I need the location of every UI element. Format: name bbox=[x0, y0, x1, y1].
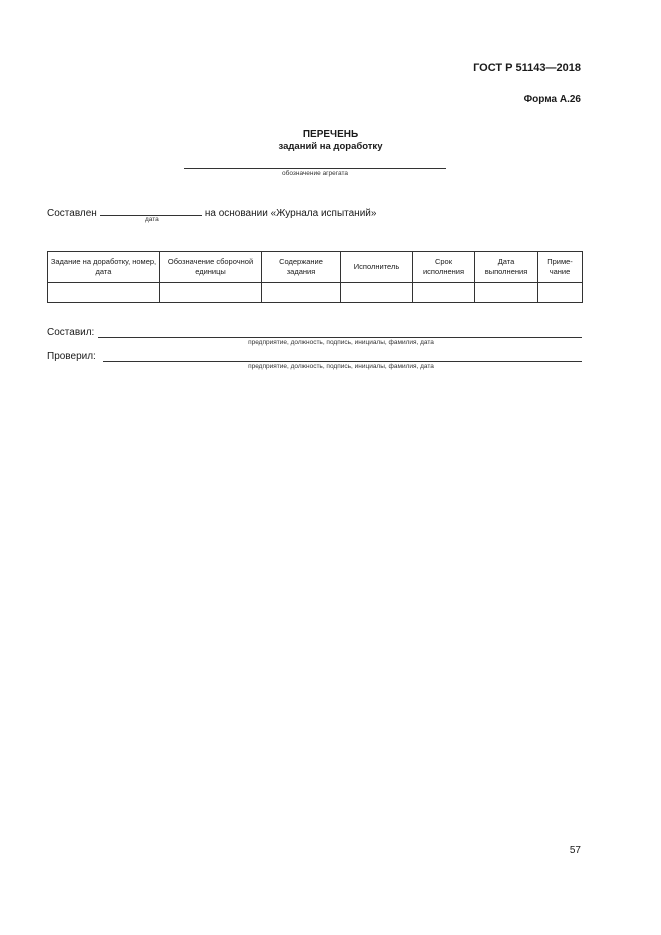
column-header-content: Содержание задания bbox=[262, 252, 341, 283]
form-number: Форма А.26 bbox=[523, 94, 581, 105]
checked-label: Проверил: bbox=[47, 351, 96, 362]
aggregate-caption: обозначение агрегата bbox=[282, 170, 348, 177]
standard-number: ГОСТ Р 51143—2018 bbox=[473, 62, 581, 74]
column-header-assembly: Обозначение сборочной единицы bbox=[160, 252, 262, 283]
tasks-table bbox=[47, 251, 583, 303]
table-cell bbox=[262, 283, 341, 303]
column-header-deadline: Срок исполнения bbox=[413, 252, 475, 283]
table-cell bbox=[475, 283, 538, 303]
table-cell bbox=[48, 283, 160, 303]
date-caption: дата bbox=[145, 216, 159, 223]
table-cell bbox=[160, 283, 262, 303]
compiled-label: Составил: bbox=[47, 327, 95, 338]
document-title: ПЕРЕЧЕНЬ bbox=[302, 129, 359, 140]
column-header-task: Задание на доработку, номер, дата bbox=[48, 252, 160, 283]
date-field-line bbox=[100, 205, 202, 216]
compiled-signature-line bbox=[98, 337, 582, 338]
composed-prefix: Составлен bbox=[47, 208, 97, 219]
checked-signature-line bbox=[103, 361, 582, 362]
table-cell bbox=[341, 283, 413, 303]
aggregate-field-line bbox=[184, 168, 446, 169]
table-header-row bbox=[48, 252, 583, 283]
composed-suffix: на основании «Журнала испытаний» bbox=[204, 208, 377, 219]
checked-caption: предприятие, должность, подпись, инициалы, фамилия, дата bbox=[248, 363, 434, 370]
table-cell bbox=[538, 283, 583, 303]
composed-line bbox=[47, 205, 376, 219]
compiled-caption: предприятие, должность, подпись, инициалы, фамилия, дата bbox=[248, 339, 434, 346]
document-subtitle: заданий на доработку bbox=[278, 141, 383, 152]
column-header-executor: Исполнитель bbox=[341, 252, 413, 283]
column-header-note: Приме- чание bbox=[538, 252, 583, 283]
table-row bbox=[48, 283, 583, 303]
column-header-completion-date: Дата выполнения bbox=[475, 252, 538, 283]
page-number: 57 bbox=[569, 845, 581, 856]
table-cell bbox=[413, 283, 475, 303]
